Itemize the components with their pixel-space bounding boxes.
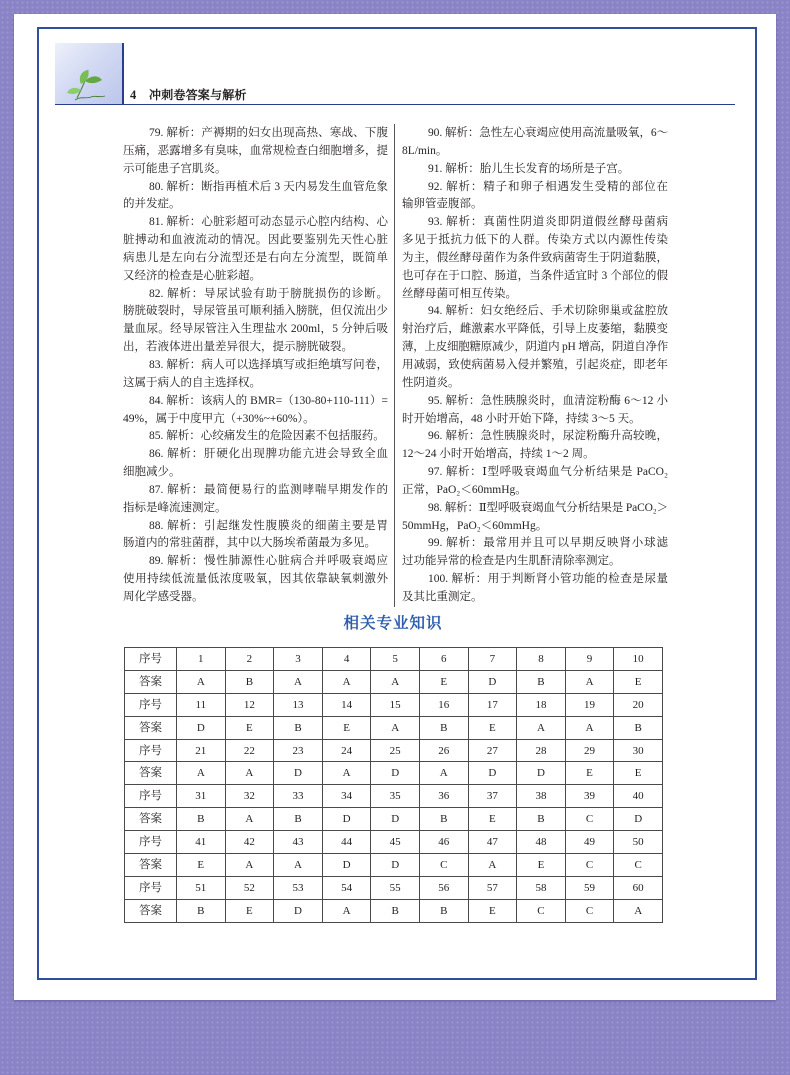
answer-cell: E (565, 762, 614, 785)
explanation-line: 的并发症。 (123, 198, 181, 211)
answer-cell: B (614, 716, 663, 739)
explanation-line: 99. 解析：最常用并且可以早期反映肾小球滤 (428, 537, 668, 550)
explanation-line: 脏搏动和血液流动的情况。因此要鉴别先天性心脏 (123, 234, 388, 247)
answer-cell: B (274, 716, 323, 739)
explanation-line: 88. 解析：引起继发性腹膜炎的细菌主要是胃 (149, 519, 388, 532)
answer-cell: E (177, 854, 226, 877)
answer-cell: A (225, 854, 274, 877)
answer-cell: E (225, 716, 274, 739)
question-number-cell: 31 (177, 785, 226, 808)
question-number-cell: 24 (322, 739, 371, 762)
explanation-paragraph (123, 482, 388, 518)
explanation-line: 薄，上皮细胞糖原减少，阴道内 pH 增高，阴道自净作 (402, 341, 668, 354)
answer-cell: B (177, 899, 226, 922)
explanation-line: 80. 解析：断指再植术后 3 天内易发生血管危象 (149, 180, 388, 193)
answer-cell: E (419, 670, 468, 693)
explanation-paragraph (402, 428, 668, 464)
question-number-cell: 50 (614, 831, 663, 854)
answer-cell: A (322, 762, 371, 785)
answer-cell: D (468, 762, 517, 785)
question-number-cell: 52 (225, 876, 274, 899)
answer-cell: D (614, 808, 663, 831)
question-number-cell: 18 (517, 693, 566, 716)
explanation-line: 81. 解析：心脏彩超可动态显示心腔内结构、心 (149, 216, 388, 229)
question-number-cell: 49 (565, 831, 614, 854)
question-number-cell: 57 (468, 876, 517, 899)
question-number-cell: 22 (225, 739, 274, 762)
explanation-line: 也可存在于口腔、肠道，当条件适宜时 3 个部位的假 (402, 269, 668, 282)
explanation-line: 82. 解析：导尿试验有助于膀胱损伤的诊断。 (149, 287, 388, 300)
question-number-cell: 51 (177, 876, 226, 899)
answer-cell: A (371, 716, 420, 739)
question-number-row (125, 876, 663, 899)
answer-row (125, 762, 663, 785)
header-rule (55, 104, 735, 105)
question-number-cell: 9 (565, 648, 614, 671)
question-number-cell: 14 (322, 693, 371, 716)
answer-cell: A (177, 762, 226, 785)
explanation-line: 丝酵母菌可相互传染。 (402, 287, 517, 300)
explanation-line: 50mmHg，PaO₂＜60mmHg。 (402, 519, 548, 532)
answer-cell: D (322, 808, 371, 831)
explanation-line: 出，若液体进出量差异很大，提示膀胱破裂。 (123, 341, 353, 354)
explanation-line: 86. 解析：肝硬化出现脾功能亢进会导致全血 (149, 448, 388, 461)
answer-cell: B (177, 808, 226, 831)
page-number: 4 (130, 88, 137, 102)
answer-cell: A (274, 670, 323, 693)
answer-cell: C (565, 854, 614, 877)
row-label-number: 序号 (125, 831, 177, 854)
explanation-line: 89. 解析：慢性肺源性心脏病合并呼吸衰竭应 (149, 555, 388, 568)
explanation-paragraph (402, 393, 668, 429)
answer-cell: B (517, 808, 566, 831)
header-logo (55, 43, 122, 104)
answer-cell: B (419, 808, 468, 831)
explanation-line: 85. 解析：心绞痛发生的危险因素不包括服药。 (149, 430, 385, 443)
question-number-cell: 46 (419, 831, 468, 854)
answer-cell: C (565, 899, 614, 922)
explanation-line: 指标是峰流速测定。 (123, 501, 227, 514)
row-label-answer: 答案 (125, 808, 177, 831)
question-number-row (125, 831, 663, 854)
answer-cell: B (419, 716, 468, 739)
explanation-line: 周化学感受器。 (123, 590, 204, 603)
explanation-line: 量血尿。经导尿管注入生理盐水 200ml，5 分钟后吸 (123, 323, 388, 336)
explanation-line: 正常，PaO₂＜60mmHg。 (402, 483, 527, 496)
answer-cell: D (371, 854, 420, 877)
answer-cell: A (565, 670, 614, 693)
row-label-number: 序号 (125, 739, 177, 762)
question-number-row (125, 648, 663, 671)
answer-cell: B (419, 899, 468, 922)
answer-cell: D (177, 716, 226, 739)
explanation-line: 100. 解析：用于判断肾小管功能的检查是尿量 (428, 573, 668, 586)
question-number-cell: 10 (614, 648, 663, 671)
explanation-line: 多见于抵抗力低下的人群。传染方式以内源性传染 (402, 234, 668, 247)
question-number-cell: 34 (322, 785, 371, 808)
explanation-line: 用减弱，致使病菌易入侵并繁殖，引起炎症，即老年 (402, 358, 668, 371)
question-number-cell: 38 (517, 785, 566, 808)
answer-cell: E (225, 899, 274, 922)
answer-cell: A (225, 762, 274, 785)
explanation-paragraph (123, 518, 388, 554)
question-number-cell: 13 (274, 693, 323, 716)
question-number-row (125, 693, 663, 716)
question-number-cell: 48 (517, 831, 566, 854)
answer-cell: A (177, 670, 226, 693)
explanation-paragraph (123, 179, 388, 215)
row-label-answer: 答案 (125, 762, 177, 785)
question-number-cell: 3 (274, 648, 323, 671)
question-number-cell: 33 (274, 785, 323, 808)
question-number-cell: 5 (371, 648, 420, 671)
row-label-number: 序号 (125, 876, 177, 899)
row-label-number: 序号 (125, 648, 177, 671)
question-number-cell: 45 (371, 831, 420, 854)
explanation-paragraph (402, 303, 668, 392)
explanation-line: 90. 解析：急性左心衰竭应使用高流量吸氧，6～ (428, 127, 668, 139)
row-label-answer: 答案 (125, 716, 177, 739)
question-number-cell: 29 (565, 739, 614, 762)
question-number-cell: 59 (565, 876, 614, 899)
explanation-paragraph (123, 393, 388, 429)
question-number-cell: 41 (177, 831, 226, 854)
question-number-cell: 54 (322, 876, 371, 899)
explanation-line: 83. 解析：病人可以选择填写或拒绝填写问卷， (149, 358, 388, 371)
explanation-paragraph (123, 553, 388, 607)
column-divider (394, 124, 395, 607)
answer-cell: C (419, 854, 468, 877)
explanation-paragraph (123, 214, 388, 285)
question-number-cell: 4 (322, 648, 371, 671)
question-number-cell: 19 (565, 693, 614, 716)
question-number-cell: 16 (419, 693, 468, 716)
answer-row (125, 899, 663, 922)
explanation-line: 肠道内的常驻菌群，其中以大肠埃希菌最为多见。 (123, 537, 376, 550)
question-number-cell: 55 (371, 876, 420, 899)
explanation-paragraph (402, 535, 668, 571)
question-number-cell: 17 (468, 693, 517, 716)
answer-row (125, 808, 663, 831)
answer-cell: A (225, 808, 274, 831)
left-column (123, 125, 388, 607)
explanation-line: 压痛，恶露增多有臭味，血常规检查白细胞增多，提 (123, 144, 388, 157)
answer-cell: E (468, 899, 517, 922)
answer-cell: A (322, 670, 371, 693)
question-number-cell: 36 (419, 785, 468, 808)
question-number-cell: 12 (225, 693, 274, 716)
question-number-cell: 7 (468, 648, 517, 671)
explanation-line: 这属于病人的自主选择权。 (123, 376, 261, 389)
answer-row (125, 854, 663, 877)
section-title: 相关专业知识 (343, 615, 443, 632)
question-number-cell: 27 (468, 739, 517, 762)
question-number-cell: 32 (225, 785, 274, 808)
question-number-cell: 58 (517, 876, 566, 899)
row-label-answer: 答案 (125, 854, 177, 877)
explanation-line: 79. 解析：产褥期的妇女出现高热、寒战、下腹 (149, 127, 388, 139)
question-number-cell: 42 (225, 831, 274, 854)
explanation-line: 12～24 小时开始增高，持续 1～2 周。 (402, 448, 595, 461)
question-number-cell: 40 (614, 785, 663, 808)
explanation-line: 过功能异常的检查是内生肌酐清除率测定。 (402, 555, 621, 568)
answer-cell: A (565, 716, 614, 739)
explanation-paragraph (402, 214, 668, 303)
question-number-cell: 43 (274, 831, 323, 854)
question-number-cell: 60 (614, 876, 663, 899)
answer-table-body (125, 648, 663, 923)
answer-row (125, 716, 663, 739)
question-number-cell: 39 (565, 785, 614, 808)
explanation-line: 91. 解析：胎儿生长发育的场所是子宫。 (428, 162, 630, 175)
explanation-paragraph (402, 179, 668, 215)
answer-cell: E (468, 808, 517, 831)
answer-cell: B (274, 808, 323, 831)
question-number-cell: 25 (371, 739, 420, 762)
question-number-cell: 23 (274, 739, 323, 762)
question-number-cell: 11 (177, 693, 226, 716)
answer-cell: A (419, 762, 468, 785)
question-number-cell: 2 (225, 648, 274, 671)
explanation-paragraph (123, 428, 388, 446)
explanation-line: 为主，假丝酵母菌作为条件致病菌寄生于阴道黏膜， (402, 251, 668, 264)
question-number-cell: 56 (419, 876, 468, 899)
leaf-logo-icon (55, 43, 122, 104)
explanation-line: 射治疗后，雌激素水平降低，引导上皮萎缩，黏膜变 (402, 323, 668, 336)
question-number-cell: 8 (517, 648, 566, 671)
explanation-paragraph (402, 500, 668, 536)
answer-cell: A (274, 854, 323, 877)
question-number-cell: 26 (419, 739, 468, 762)
answer-cell: C (614, 854, 663, 877)
question-number-row (125, 785, 663, 808)
explanation-line: 87. 解析：最简便易行的监测哮喘早期发作的 (149, 483, 388, 496)
question-number-cell: 21 (177, 739, 226, 762)
answer-cell: A (371, 670, 420, 693)
explanation-line: 膀胱破裂时，导尿管虽可顺利插入膀胱，但仅流出少 (123, 305, 388, 318)
explanation-line: 细胞减少。 (123, 466, 181, 479)
answer-cell: E (517, 854, 566, 877)
answer-cell: E (614, 762, 663, 785)
answer-cell: D (274, 762, 323, 785)
explanation-paragraph (123, 446, 388, 482)
explanation-line: 输卵管壶腹部。 (402, 198, 483, 211)
explanation-line: 98. 解析：Ⅱ型呼吸衰竭血气分析结果是 PaCO₂＞ (428, 501, 668, 514)
explanation-line: 示可能患子宫肌炎。 (123, 162, 227, 175)
answer-cell: C (565, 808, 614, 831)
explanation-line: 又经济的检查是心脏彩超。 (123, 269, 261, 282)
answer-cell: B (225, 670, 274, 693)
running-title: 冲刺卷答案与解析 (149, 88, 247, 102)
answer-cell: A (614, 899, 663, 922)
explanation-line: 97. 解析：Ⅰ型呼吸衰竭血气分析结果是 PaCO₂ (428, 466, 668, 479)
row-label-number: 序号 (125, 693, 177, 716)
question-number-cell: 20 (614, 693, 663, 716)
question-number-cell: 53 (274, 876, 323, 899)
answer-row (125, 670, 663, 693)
answer-cell: D (371, 762, 420, 785)
answer-cell: B (517, 670, 566, 693)
question-number-cell: 15 (371, 693, 420, 716)
explanation-line: 使用持续低流量低浓度吸氧，因其依靠缺氧刺激外 (123, 573, 388, 586)
question-number-cell: 30 (614, 739, 663, 762)
answer-cell: D (371, 808, 420, 831)
explanation-line: 95. 解析：急性胰腺炎时，血清淀粉酶 6～12 小 (428, 394, 668, 407)
explanation-paragraph (402, 125, 668, 161)
answer-cell: D (517, 762, 566, 785)
explanation-line: 94. 解析：妇女绝经后、手术切除卵巢或盆腔放 (428, 305, 668, 318)
explanation-line: 84. 解析：该病人的 BMR=（130-80+110-111）= (149, 394, 388, 407)
answer-cell: E (468, 716, 517, 739)
explanation-paragraph (402, 464, 668, 500)
question-number-cell: 28 (517, 739, 566, 762)
explanation-paragraph (402, 571, 668, 607)
answer-cell: E (614, 670, 663, 693)
explanation-line: 93. 解析：真菌性阴道炎即阴道假丝酵母菌病 (428, 216, 668, 229)
explanation-line: 49%，属于中度甲亢（+30%~+60%）。 (123, 412, 315, 425)
explanation-line: 时开始增高，48 小时开始下降，持续 3～5 天。 (402, 412, 641, 425)
explanation-line: 性阴道炎。 (402, 376, 460, 389)
answer-cell: C (517, 899, 566, 922)
answer-cell: A (322, 899, 371, 922)
question-number-cell: 6 (419, 648, 468, 671)
header-vertical-rule (122, 43, 124, 105)
question-number-cell: 37 (468, 785, 517, 808)
row-label-answer: 答案 (125, 670, 177, 693)
explanation-line: 病患儿是左向右分流型还是右向左分流型，既简单 (123, 251, 388, 264)
explanation-paragraph (123, 125, 388, 179)
explanation-line: 及其比重测定。 (402, 590, 483, 603)
explanation-line: 92. 解析：精子和卵子相遇发生受精的部位在 (428, 180, 668, 193)
right-column (402, 125, 668, 607)
explanation-line: 96. 解析：急性胰腺炎时，尿淀粉酶升高较晚， (428, 430, 668, 443)
question-number-row (125, 739, 663, 762)
answer-cell: A (468, 854, 517, 877)
answer-cell: D (274, 899, 323, 922)
explanation-paragraph (402, 161, 668, 179)
explanation-paragraph (123, 286, 388, 357)
question-number-cell: 35 (371, 785, 420, 808)
row-label-answer: 答案 (125, 899, 177, 922)
row-label-number: 序号 (125, 785, 177, 808)
answer-cell: D (322, 854, 371, 877)
question-number-cell: 1 (177, 648, 226, 671)
question-number-cell: 47 (468, 831, 517, 854)
question-number-cell: 44 (322, 831, 371, 854)
explanation-paragraph (123, 357, 388, 393)
answer-cell: B (371, 899, 420, 922)
explanation-line: 8L/min。 (402, 144, 448, 157)
answer-cell: E (322, 716, 371, 739)
answer-cell: A (517, 716, 566, 739)
answer-cell: D (468, 670, 517, 693)
answer-table (124, 647, 663, 923)
